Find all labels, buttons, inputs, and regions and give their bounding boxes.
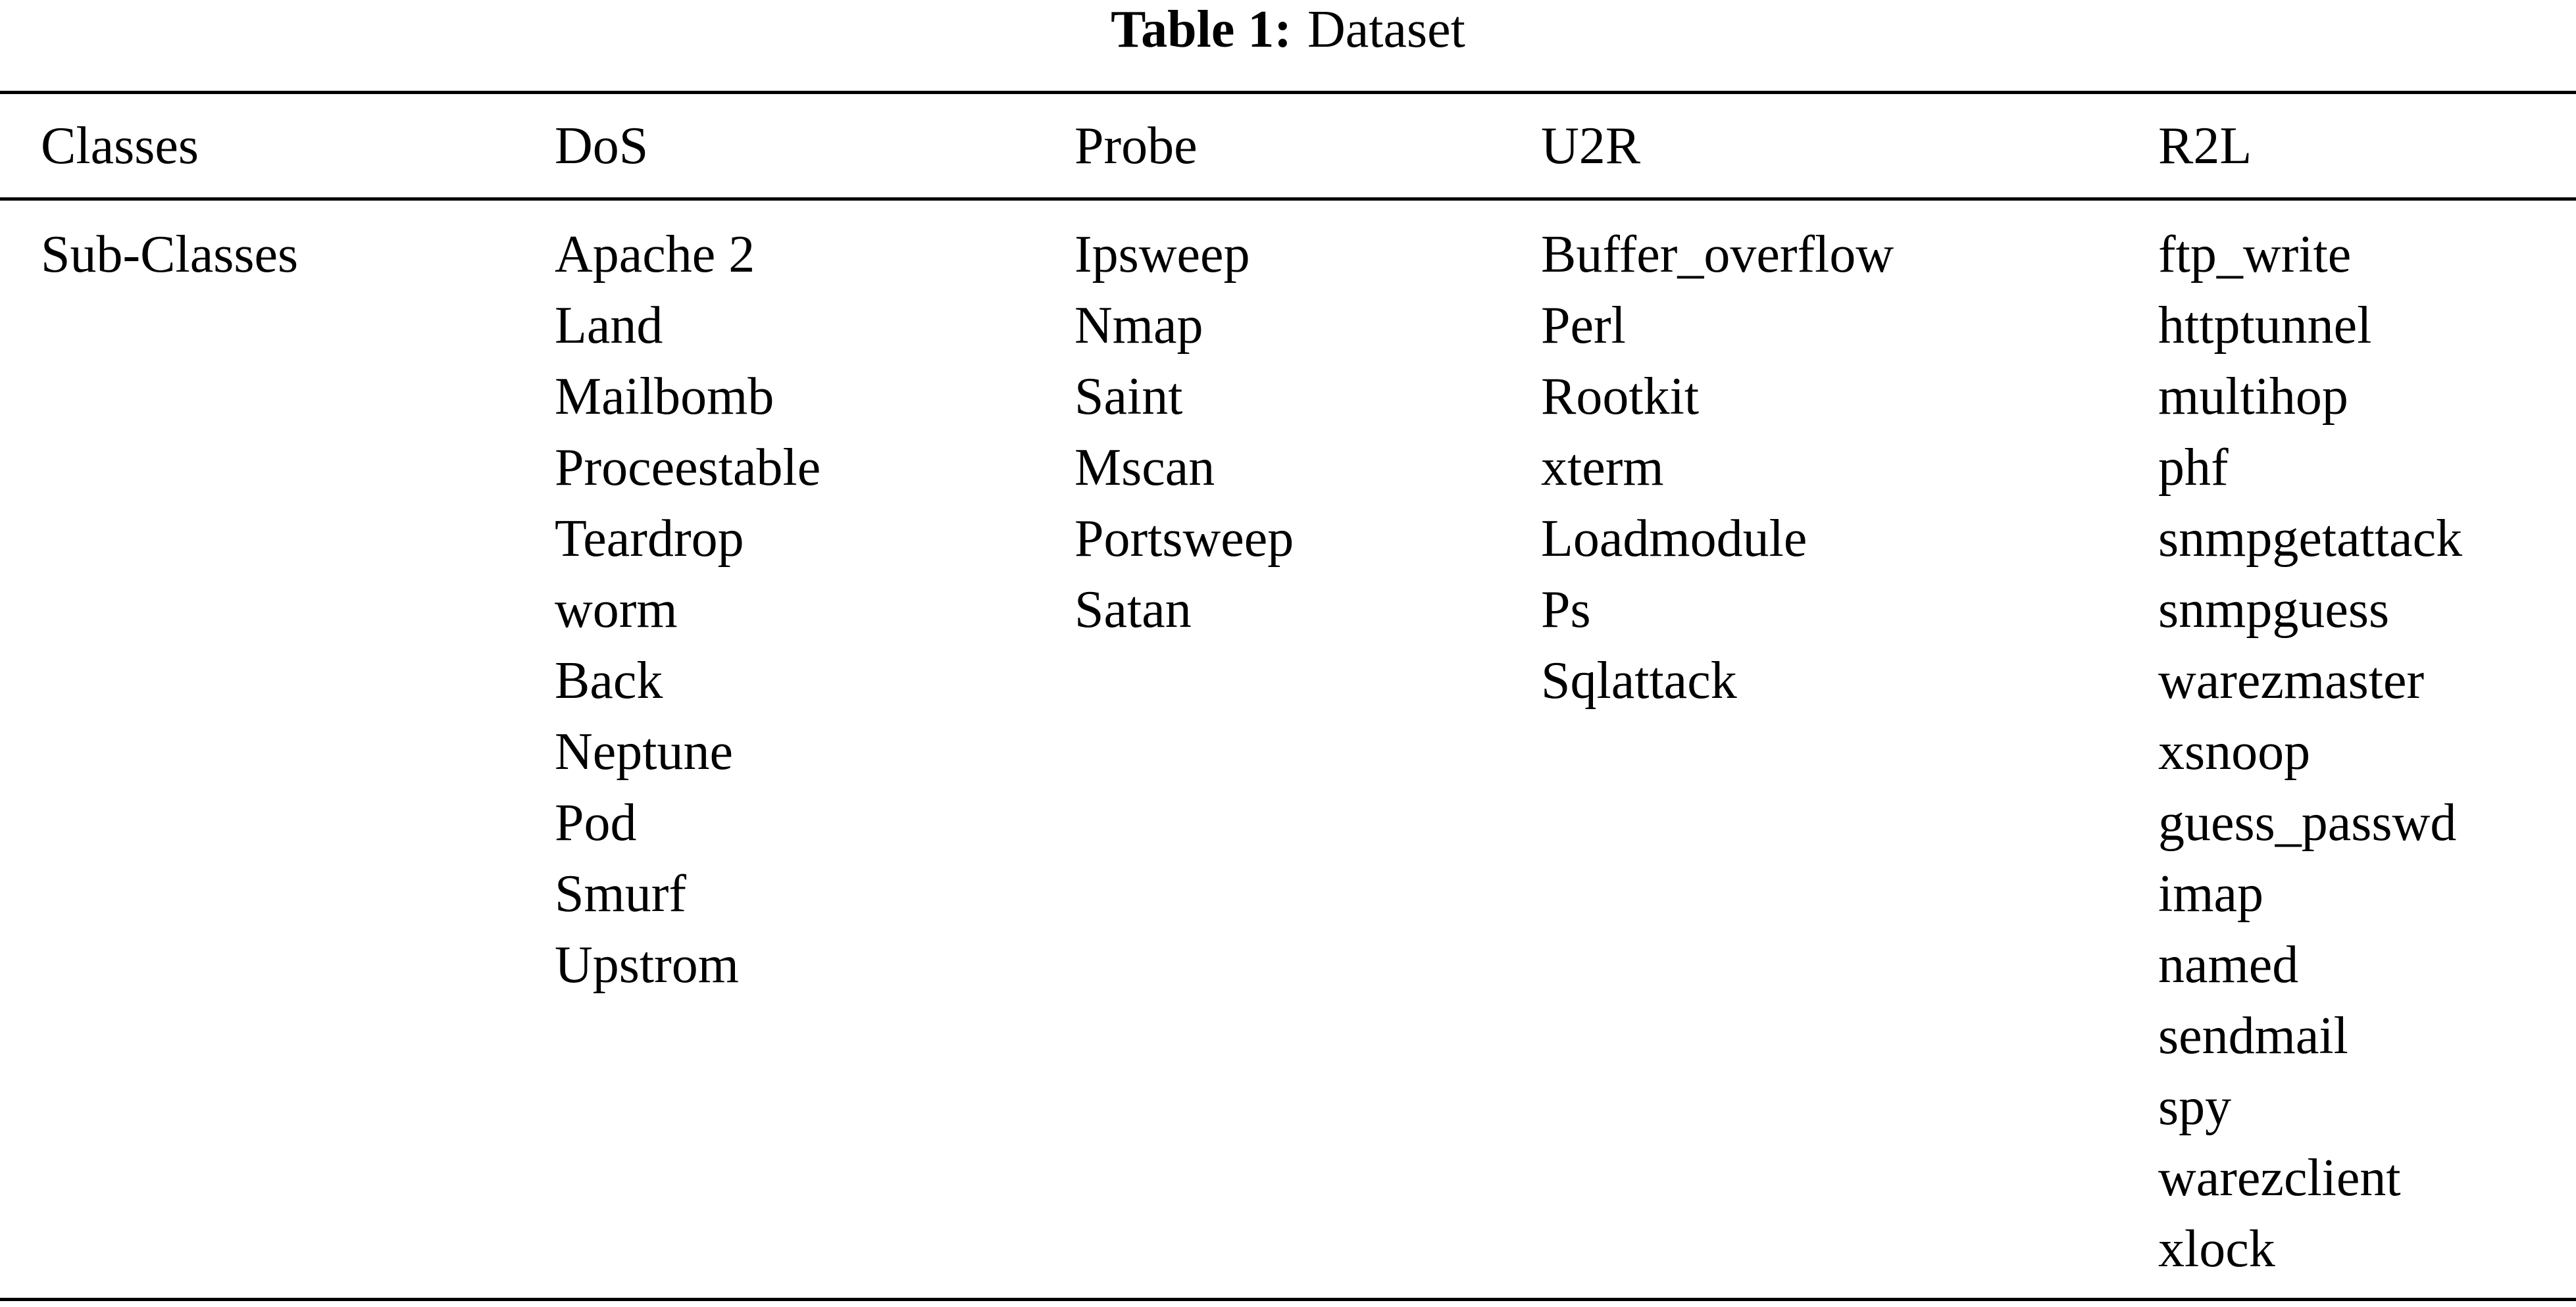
subclass-item: sendmail bbox=[2158, 1007, 2348, 1065]
subclass-item: Mscan bbox=[1074, 439, 1215, 497]
subclass-item: Back bbox=[555, 652, 663, 710]
subclass-item: Pod bbox=[555, 794, 637, 852]
r2l-subclass-list bbox=[2158, 219, 2462, 1285]
dos-subclass-list bbox=[555, 219, 821, 1000]
header-r2l: R2L bbox=[2158, 117, 2252, 175]
subclass-item: Portsweep bbox=[1074, 510, 1294, 568]
subclass-item: Nmap bbox=[1074, 297, 1203, 355]
subclass-item: Rootkit bbox=[1541, 368, 1700, 426]
subclass-item: Perl bbox=[1541, 297, 1626, 355]
table-caption-text: Dataset bbox=[1307, 1, 1465, 59]
table-top-rule bbox=[0, 91, 2576, 94]
header-dos: DoS bbox=[555, 117, 649, 175]
subclass-item: snmpgetattack bbox=[2158, 510, 2463, 568]
subclass-item: named bbox=[2158, 936, 2299, 994]
subclass-item: Loadmodule bbox=[1541, 510, 1807, 568]
header-classes: Classes bbox=[41, 117, 199, 175]
u2r-subclass-list bbox=[1541, 219, 1894, 716]
subclass-item: phf bbox=[2158, 439, 2229, 497]
subclass-item: xsnoop bbox=[2158, 723, 2311, 781]
subclass-item: spy bbox=[2158, 1078, 2232, 1136]
subclass-item: Mailbomb bbox=[555, 368, 774, 426]
subclass-item: xlock bbox=[2158, 1220, 2275, 1278]
subclass-item: warezmaster bbox=[2158, 652, 2425, 710]
header-probe: Probe bbox=[1074, 117, 1198, 175]
subclass-item: snmpguess bbox=[2158, 581, 2390, 639]
subclass-item: Upstrom bbox=[555, 936, 739, 994]
subclass-item: Ipsweep bbox=[1074, 226, 1250, 284]
table-caption bbox=[0, 0, 2576, 59]
subclass-item: xterm bbox=[1541, 439, 1664, 497]
subclass-item: Neptune bbox=[555, 723, 734, 781]
subclass-item: Apache 2 bbox=[555, 226, 755, 284]
row-label-subclasses: Sub-Classes bbox=[41, 226, 299, 284]
subclass-item: Saint bbox=[1074, 368, 1183, 426]
subclass-item: Ps bbox=[1541, 581, 1591, 639]
subclass-item: Teardrop bbox=[555, 510, 744, 568]
subclass-item: Sqlattack bbox=[1541, 652, 1737, 710]
subclass-item: Satan bbox=[1074, 581, 1192, 639]
table-header-rule bbox=[0, 197, 2576, 201]
subclass-item: httptunnel bbox=[2158, 297, 2372, 355]
subclass-item: Land bbox=[555, 297, 663, 355]
subclass-item: Buffer_overflow bbox=[1541, 226, 1894, 284]
probe-subclass-list bbox=[1074, 219, 1294, 645]
table-bottom-rule bbox=[0, 1298, 2576, 1301]
subclass-item: imap bbox=[2158, 865, 2263, 923]
subclass-item: Smurf bbox=[555, 865, 686, 923]
subclass-item: guess_passwd bbox=[2158, 794, 2457, 852]
subclass-item: multihop bbox=[2158, 368, 2348, 426]
table-caption-label: Table 1: bbox=[1111, 1, 1292, 59]
header-u2r: U2R bbox=[1541, 117, 1641, 175]
subclass-item: worm bbox=[555, 581, 678, 639]
subclass-item: ftp_write bbox=[2158, 226, 2352, 284]
subclass-item: Proceestable bbox=[555, 439, 821, 497]
subclass-item: warezclient bbox=[2158, 1149, 2401, 1207]
